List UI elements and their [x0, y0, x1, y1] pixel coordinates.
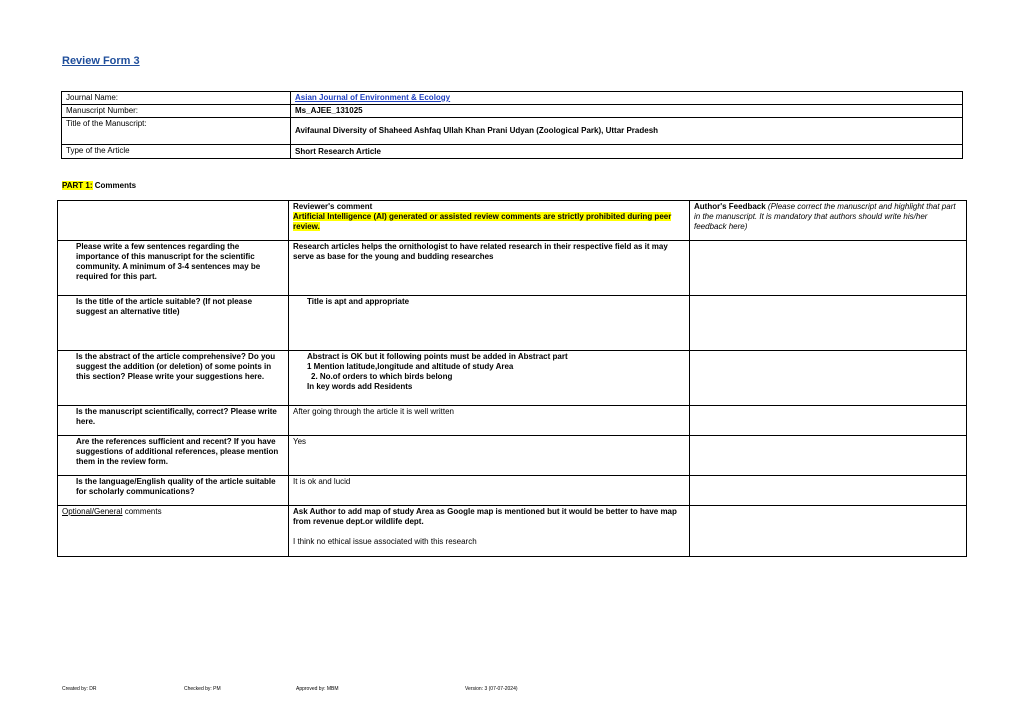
- optional-comment-1: Ask Author to add map of study Area as Google map is mentioned but it would be better to have map from revenue dept.or wildlife dept.: [293, 507, 677, 526]
- feedback-abstract[interactable]: [690, 351, 967, 406]
- author-feedback-header-cell: [690, 201, 967, 241]
- manuscript-title-value: Avifaunal Diversity of Shaheed Ashfaq Ullah Khan Prani Udyan (Zoological Park), Uttar Pradesh: [291, 118, 963, 145]
- article-type-value: Short Research Article: [291, 145, 963, 159]
- answer-scientific: After going through the article it is well written: [289, 406, 690, 436]
- empty-header-cell: [58, 201, 289, 241]
- answer-optional: [289, 506, 690, 557]
- abstract-line-1: Abstract is OK but it following points must be added in Abstract part: [307, 352, 568, 361]
- answer-references: Yes: [289, 436, 690, 476]
- answer-importance: Research articles helps the ornithologist to have related research in their respective field as it may serve as base for the young and budding researches: [289, 241, 690, 296]
- row-abstract: [58, 351, 967, 406]
- row-language: [58, 476, 967, 506]
- row-scientific: [58, 406, 967, 436]
- optional-comments-label: comments: [122, 507, 162, 516]
- abstract-line-4: In key words add Residents: [307, 382, 413, 391]
- question-references: Are the references sufficient and recent? If you have suggestions of additional references, please mention them in the review form.: [58, 436, 289, 476]
- answer-language: It is ok and lucid: [289, 476, 690, 506]
- part1-title: Comments: [92, 181, 137, 190]
- feedback-optional[interactable]: [690, 506, 967, 557]
- optional-general-label: Optional/General: [62, 507, 123, 516]
- journal-row: [62, 92, 963, 105]
- author-feedback-heading: Author's Feedback: [694, 202, 766, 211]
- abstract-line-2: 1 Mention latitude,longitude and altitude of study Area: [307, 362, 514, 371]
- part1-heading: [62, 181, 136, 190]
- question-language: Is the language/English quality of the article suitable for scholarly communications?: [58, 476, 289, 506]
- manuscript-number-value: Ms_AJEE_131025: [291, 105, 963, 118]
- manuscript-title-row: [62, 118, 963, 145]
- footer-checked-by: Checked by: PM: [184, 686, 221, 692]
- journal-label: Journal Name:: [62, 92, 291, 105]
- row-references: [58, 436, 967, 476]
- abstract-line-3: 2. No.of orders to which birds belong: [311, 372, 453, 381]
- question-abstract: Is the abstract of the article comprehensive? Do you suggest the addition (or deletion) of some points in this section? Please write your suggestions here.: [58, 351, 289, 406]
- optional-comment-2: I think no ethical issue associated with this research: [293, 537, 477, 546]
- feedback-importance[interactable]: [690, 241, 967, 296]
- journal-link[interactable]: Asian Journal of Environment & Ecology: [295, 93, 451, 102]
- comments-table: [57, 200, 967, 557]
- feedback-title[interactable]: [690, 296, 967, 351]
- reviewer-header-cell: [289, 201, 690, 241]
- answer-title: Title is apt and appropriate: [289, 296, 690, 351]
- comments-header-row: [58, 201, 967, 241]
- row-importance: [58, 241, 967, 296]
- footer-version: Version: 3 (07-07-2024): [465, 686, 518, 692]
- footer-created-by: Created by: DR: [62, 686, 97, 692]
- form-title: Review Form 3: [62, 55, 140, 67]
- feedback-language[interactable]: [690, 476, 967, 506]
- feedback-scientific[interactable]: [690, 406, 967, 436]
- manuscript-info-table: [61, 91, 963, 159]
- manuscript-title-label: Title of the Manuscript:: [62, 118, 291, 145]
- answer-abstract: [289, 351, 690, 406]
- ai-prohibition-note: Artificial Intelligence (AI) generated or assisted review comments are strictly prohibited during peer review.: [293, 212, 672, 231]
- row-optional: [58, 506, 967, 557]
- footer-approved-by: Approved by: MBM: [296, 686, 339, 692]
- question-title: Is the title of the article suitable? (If not please suggest an alternative title): [58, 296, 289, 351]
- manuscript-number-row: [62, 105, 963, 118]
- question-scientific: Is the manuscript scientifically, correct? Please write here.: [58, 406, 289, 436]
- question-optional: [58, 506, 289, 557]
- reviewer-comment-heading: Reviewer's comment: [293, 202, 373, 211]
- part1-label: PART 1:: [62, 181, 93, 190]
- author-feedback-note: (Please correct the manuscript and highlight that part in the manuscript. It is mandatory that authors should write his/her feedback here): [694, 202, 956, 231]
- article-type-row: [62, 145, 963, 159]
- article-type-label: Type of the Article: [62, 145, 291, 159]
- manuscript-number-label: Manuscript Number:: [62, 105, 291, 118]
- question-importance: Please write a few sentences regarding the importance of this manuscript for the scientific community. A minimum of 3-4 sentences may be required for this part.: [58, 241, 289, 296]
- row-title: [58, 296, 967, 351]
- feedback-references[interactable]: [690, 436, 967, 476]
